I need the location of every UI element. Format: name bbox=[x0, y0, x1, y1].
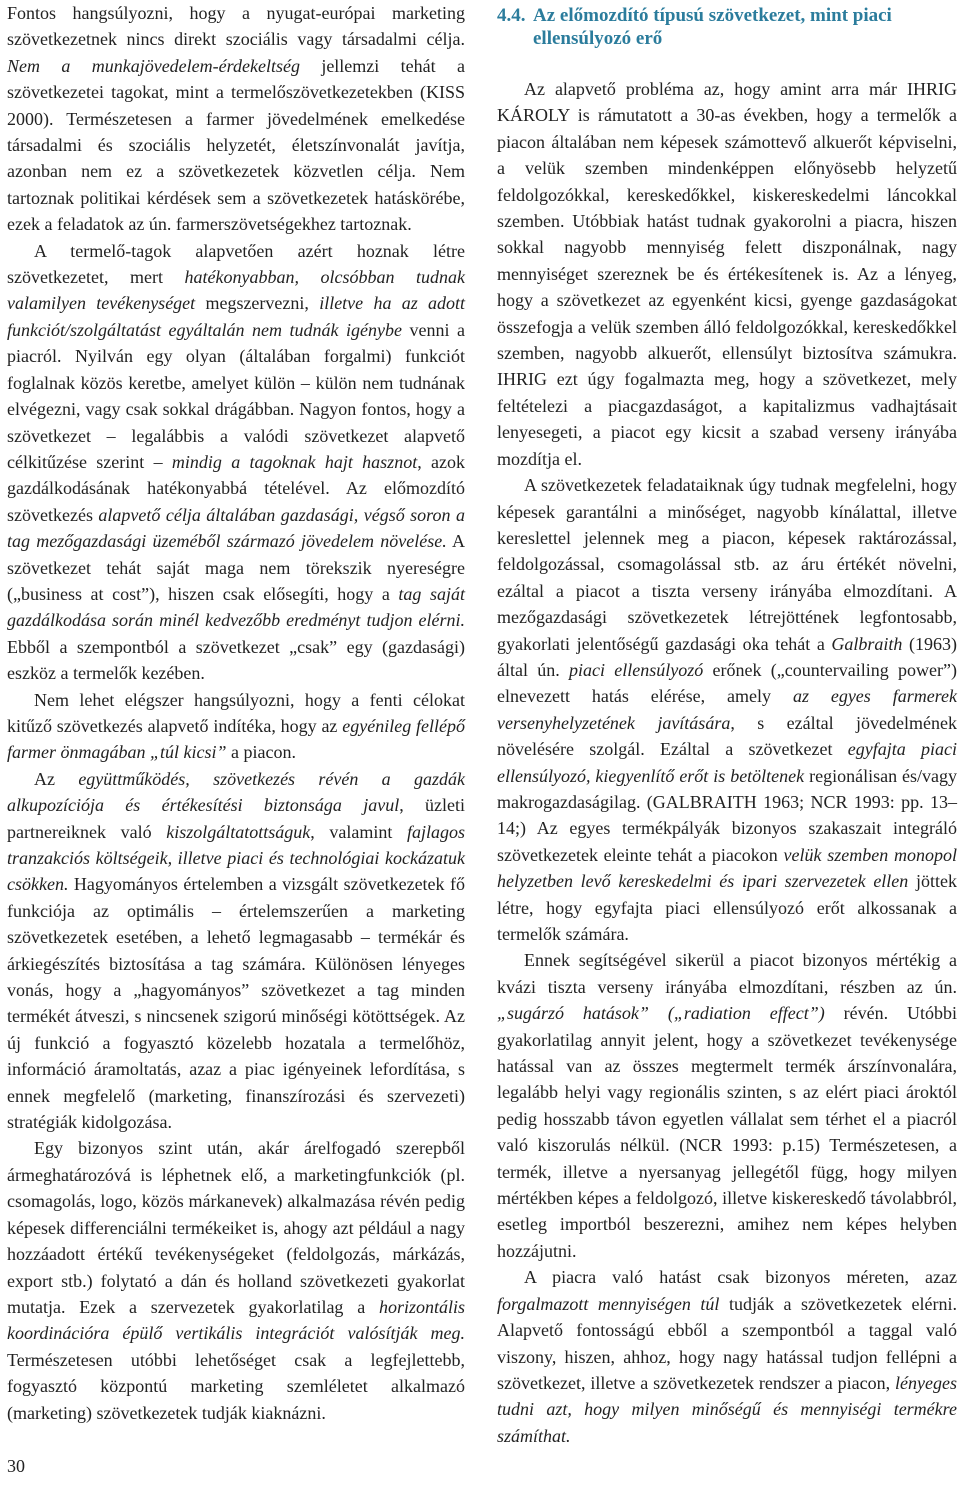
text-run: regionálisan és/vagy makrogazdaságilag. (GALBRAITH 1963; NCR 1993: pp. 13–14;) Az egyes termékpályák bizonyos szakaszait integráló szövetkezetek eleinte tehát a piacokon bbox=[497, 765, 957, 865]
italic-text-run: mindig a tagoknak hajt hasznot bbox=[171, 451, 418, 472]
italic-text-run: hatékonyabban, olcsóbban tudnak valamilyen tevékenységet bbox=[7, 267, 465, 314]
left-paragraph-3 bbox=[7, 687, 465, 766]
page-number: 30 bbox=[7, 1456, 25, 1476]
left-column bbox=[7, 0, 465, 1426]
right-paragraph-2 bbox=[497, 472, 957, 947]
text-run: , s ezáltal jövedelmének növelésére szolgál. Ezáltal a szövetkezet bbox=[497, 712, 957, 760]
text-run: Az alapvető probléma az, hogy amint arra már IHRIG KÁROLY is rámutatott a 30-as években, hogy a termelők a piacon általában nem képesek számottevő alkuerőt képviselni, a velük szemben mindenképpen előnyösebb helyzetű feldolgozókkal, kereskedőkkel, kiskereskedelmi láncokkal szemben. Utóbbiak hatást tudnak gyakorolni a piacra, hiszen sokkal nagyobb mennyiség felett diszponálnak, nagy mennyiséget szereznek be és értékesítenek is. Az a lényeg, hogy a szövetkezet az egyenként kicsi, gyenge gazdaságokat összefogja a velük szemben álló feldolgozókkal, kereskedőkkel szemben, nagyobb alkuerőt, ellensúlyt biztosítva számukra. IHRIG ezt úgy fogalmazta meg, hogy a szövetkezet, mely feltételezi a piacgazdaságot, a kapitalizmus vadhajtásait lenyesegeti, a piacot egy kicsit a szabad verseny irányába mozdítja el. bbox=[497, 79, 957, 469]
text-run: Az bbox=[34, 768, 79, 789]
text-run: révén. Utóbbi gyakorlatilag annyit jelent, hogy a szövetkezet tevékenysége hatással van az összes megtermelt termék árszínvonalára, legalább helyi vagy regionális szinten, s az elért piaci ároktól pedig hosszabb távon egyetlen vállalat sem térhet el a piacról való kiszorulás nélkül. (NCR 1993: p.15) Természetesen, a termék, illetve a nyersanyag jellegétől függ, hogy milyen mértékben képes a feldolgozó, illetve kiskereskedő távolabbról, esetleg importból beszerezni, amihez nem képes helyben hozzájutni. bbox=[497, 1003, 957, 1261]
text-run: , üzleti partnereiknek való bbox=[7, 795, 465, 842]
italic-text-run: az egyes farmerek versenyhelyzetének javítására bbox=[497, 686, 958, 733]
text-run: Egy bizonyos szint után, akár árelfogadó szerepből ármeghatározóvá is léphetnek elő, a marketingfunkciók (pl. csomagolás, logo, közös márkanevek) alkalmazása révén pedig képesek differenciálni termékeiket is, ahogy azt például a nagy hozzáadott értékű tevékenységeket (feldolgozás, márkázás, export stb.) folytató a dán és holland szövetkezeti gyakorlat mutatja. Ezek a szervezetek gyakorlatilag a bbox=[7, 1138, 465, 1317]
text-run: A termelő-tagok alapvetően azért hoznak létre szövetkezetet, mert bbox=[7, 240, 465, 288]
text-run: A szövetkezet tehát saját maga nem törekszik nyereségre („business at cost”), hiszen csak elősegíti, hogy a bbox=[7, 531, 465, 604]
text-run: megszervezni, bbox=[195, 293, 320, 314]
text-run: venni a piacról. Nyilván egy olyan (általában forgalmi) funkciót foglalnak közös keretbe, amelyet külön – külön nem tudnának elvégezni, vagy csak sokkal drágábban. Nagyon fontos, hogy a szövetkezet – legalábbis a valódi szövetkezet alapvető célkitűzése szerint – bbox=[7, 319, 465, 472]
italic-text-run: horizontális koordinációra épülő vertikális integrációt valósítják meg. bbox=[7, 1296, 465, 1344]
italic-text-run: fajlagos tranzakciós költségeik, illetve piaci és technológiai kockázatuk csökken. bbox=[7, 821, 465, 895]
italic-text-run: alapvető célja általában gazdasági, végső soron a tag mezőgazdasági üzeméből származó jövedelem növelése. bbox=[7, 504, 465, 552]
italic-text-run: velük szemben monopol helyzetben levő kereskedelmi és ipari szervezetek ellen bbox=[497, 844, 957, 892]
italic-text-run: egyfajta piaci ellensúlyozó, kiegyenlítő erőt is betöltenek bbox=[497, 739, 957, 786]
text-run: Fontos hangsúlyozni, hogy a nyugat-európai marketing szövetkezetnek nincs direkt szociális vagy társadalmi célja. bbox=[7, 3, 465, 50]
italic-text-run: tag saját gazdálkodása során minél kedvezőbb eredményt tudjon elérni. bbox=[7, 583, 465, 631]
left-paragraph-1 bbox=[7, 0, 465, 238]
text-run: A szövetkezetek feladataiknak úgy tudnak megfelelni, hogy képesek garantálni a minőséget, nagyobb kínálattal, illetve kereslettel jelennek meg a piacon, képesek raktározással, feldolgozással, csomagolással stb. az áru értékét növelni, ezáltal a piacot a tiszta verseny irányába elmozdítani. A mezőgazdasági szövetkezetek létrejöttének legfontosabb, gyakorlati jelentőségű gazdasági oka tehát a bbox=[497, 475, 957, 654]
right-paragraph-3 bbox=[497, 947, 957, 1264]
right-paragraph-4 bbox=[497, 1264, 957, 1449]
italic-text-run: illetve ha az adott funkciót/szolgáltatást egyáltalán nem tudnák igénybe bbox=[7, 293, 466, 340]
text-run: A piacra való hatást csak bizonyos méreten, azaz bbox=[524, 1267, 957, 1288]
text-run: a piacon. bbox=[226, 742, 296, 763]
section-number: 4.4. bbox=[497, 5, 526, 26]
text-run: , valamint bbox=[310, 821, 407, 842]
left-paragraph-2 bbox=[7, 238, 465, 687]
italic-text-run: együttműködés, szövetkezés révén a gazdák alkupozíciója és értékesítési biztonsága javul bbox=[7, 768, 465, 816]
italic-text-run: kiszolgáltatottságuk bbox=[166, 821, 311, 842]
text-run: Nem lehet elégszer hangsúlyozni, hogy a fenti célokat kitűző szövetkezés alapvető indítéka, hogy az bbox=[7, 689, 465, 736]
italic-text-run: forgalmazott mennyiségen túl bbox=[497, 1293, 720, 1314]
section-heading bbox=[497, 4, 957, 50]
text-run: tudják a szövetkezetek elérni. Alapvető fontosságú ebből a szempontból a taggal való viszony, hiszen, ahhoz, hogy nagy hatással tudjon fellépni a szövetkezet, illetve a szövetkezetek rendszer a piacon, bbox=[497, 1293, 957, 1393]
right-column bbox=[497, 0, 957, 1449]
text-run: erőnek („countervailing power”) elnevezett hatás elérése, amely bbox=[497, 659, 957, 707]
text-run: jöttek létre, hogy egyfajta piaci ellensúlyozó erőt alkossanak a termelők számára. bbox=[497, 871, 957, 944]
text-run: Természetesen a farmer jövedelmének emelkedése társadalmi és szociális helyzetét, életszínvonalát javítja, azonban nem ez a szövetkezetek közvetlen célja. Nem tartoznak politikai kérdések sem a szövetkezetek hatáskörébe, ezek a feladatok az ún. farmerszövetségekhez tartoznak. bbox=[7, 108, 466, 235]
italic-text-run: lényeges tudni azt, hogy milyen minőségű és mennyiségi termékre számíthat. bbox=[497, 1372, 957, 1446]
right-paragraph-1 bbox=[497, 76, 957, 472]
text-run: Ennek segítségével sikerül a piacot bizonyos mértékig a kvázi tiszta verseny irányába elmozdítani, részben az ún. bbox=[497, 950, 957, 997]
left-paragraph-5 bbox=[7, 1135, 465, 1425]
text-run: jellemzi tehát a szövetkezetei tagokat, mint a termelőszövetkezetekben (KISS 2000). bbox=[7, 55, 465, 129]
italic-text-run: egyénileg fellépő farmer önmagában „túl kicsi” bbox=[7, 715, 465, 763]
text-run: Ebből a szempontból a szövetkezet „csak” egy (gazdasági) eszköz a termelők kezében. bbox=[7, 636, 465, 684]
italic-text-run: „sugárzó hatások” („radiation effect”) bbox=[497, 1003, 825, 1024]
text-run: (1963) által ún. bbox=[497, 633, 957, 680]
text-run: Természetesen utóbbi lehetőséget csak a legfejlettebb, fogyasztó központú marketing szemléletet alkalmazó (marketing) szövetkezetek tudják kiaknázni. bbox=[7, 1349, 465, 1423]
italic-text-run: piaci ellensúlyozó bbox=[569, 659, 704, 680]
text-run: , azok gazdálkodásának hatékonyabbá tételével. Az előmozdító szövetkezés bbox=[7, 451, 466, 525]
section-title: Az előmozdító típusú szövetkezet, mint piaci ellensúlyozó erő bbox=[533, 5, 892, 49]
text-run: Hagyományos értelemben a vizsgált szövetkezetek fő funkciója az optimális – értelemszerűen a marketing szövetkezetek esetében, a lehető legmagasabb – termékár és árkiegészítés biztosítása a tag számára. Különösen lényeges vonás, hogy a „hagyományos” szövetkezet a tag minden termékét átveszi, s nincsenek szigorú minőségi kötöttségek. Az új funkció a fogyasztó közelebb hozatala a termelőhöz, információ áramoltatás, azaz a piac igényeinek lefordítása, s ennek megfelelő (marketing, finanszírozási és szervezeti) stratégiák kidolgozása. bbox=[7, 874, 465, 1133]
italic-text-run: Galbraith bbox=[831, 633, 903, 654]
italic-text-run: Nem a munkajövedelem-érdekeltség bbox=[7, 55, 300, 76]
left-paragraph-4 bbox=[7, 766, 465, 1136]
